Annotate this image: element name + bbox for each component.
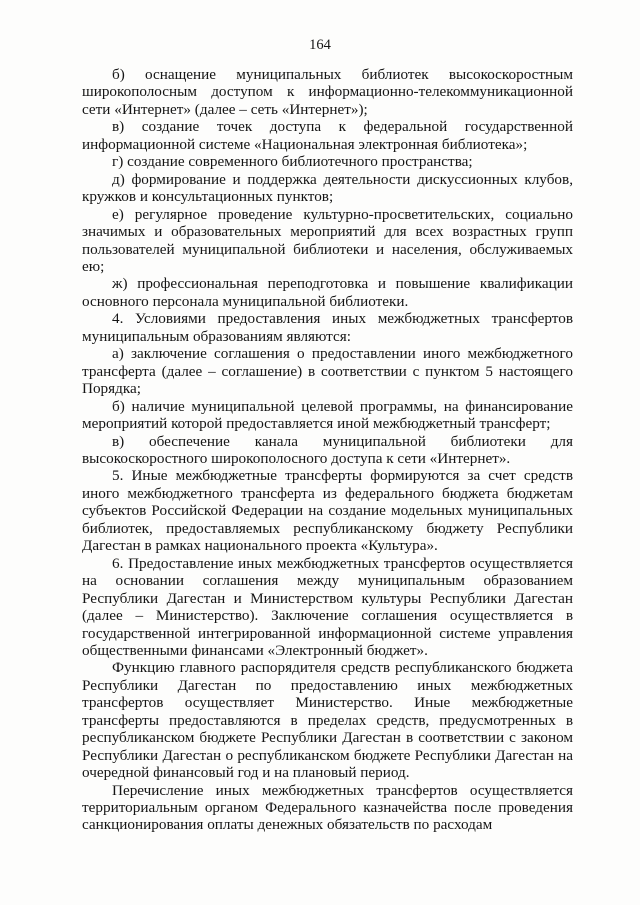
paragraph-4-conditions: 4. Условиями предоставления иных межбюджетных трансфертов муниципальным образованиям являются: [82, 310, 573, 345]
page-number: 164 [309, 37, 331, 53]
paragraph-v-access-points: в) создание точек доступа к федеральной государственной информационной системе «Национальная электронная библиотека»; [82, 118, 573, 153]
paragraph-a-agreement: а) заключение соглашения о предоставлении иного межбюджетного трансферта (далее – соглашение) в соответствии с пунктом 5 настоящего Порядка; [82, 345, 573, 398]
paragraph-treasury-transfer: Перечисление иных межбюджетных трансфертов осуществляется территориальным органом Федерального казначейства после проведения санкционирования оплаты денежных обязательств по расходам [82, 781, 573, 834]
paragraph-g-library-space: г) создание современного библиотечного пространства; [112, 153, 473, 171]
document-body [82, 66, 573, 834]
paragraph-5-transfer-sources: 5. Иные межбюджетные трансферты формируются за счет средств иного межбюджетного трансферта из федерального бюджета бюджетам субъектов Российской Федерации на создание модельных муниципальных библиотек, предоставляемых республиканскому бюджету Республики Дагестан в рамках национального проекта «Культура». [82, 467, 573, 555]
paragraph-chief-administrator: Функцию главного распорядителя средств республиканского бюджета Республики Дагестан по предоставлению иных межбюджетных трансфертов осуществляет Министерство. Иные межбюджетные трансферты предоставляются в пределах средств, предусмотренных в республиканском бюджете Республики Дагестан в соответствии с законом Республики Дагестан о республиканском бюджете Республики Дагестан на очередной финансовый год и на плановый период. [82, 659, 573, 782]
paragraph-b-target-program: б) наличие муниципальной целевой программы, на финансирование мероприятий которой предоставляется иной межбюджетный трансферт; [82, 397, 573, 433]
paragraph-d-discussion-clubs: д) формирование и поддержка деятельности дискуссионных клубов, кружков и консультационных пунктов; [82, 170, 573, 206]
paragraph-zh-retraining: ж) профессиональная переподготовка и повышение квалификации основного персонала муниципальной библиотеки. [82, 275, 573, 310]
paragraph-e-cultural-events: е) регулярное проведение культурно-просветительских, социально значимых и образовательных мероприятий для всех возрастных групп пользователей муниципальной библиотеки и населения, обслуживаемых ею; [82, 205, 573, 275]
paragraph-v-channel: в) обеспечение канала муниципальной библиотеки для высокоскоростного широкополосного доступа к сети «Интернет». [82, 432, 573, 467]
paragraph-b-internet-access: б) оснащение муниципальных библиотек высокоскоростным широкополосным доступом к информационно-телекоммуникационной сети «Интернет» (далее – сеть «Интернет»); [82, 66, 573, 118]
paragraph-6-agreement-basis: 6. Предоставление иных межбюджетных трансфертов осуществляется на основании соглашения между муниципальным образованием Республики Дагестан и Министерством культуры Республики Дагестан (далее – Министерство). Заключение соглашения осуществляется в государственной интегрированной информационной системе управления общественными финансами «Электронный бюджет». [82, 554, 573, 659]
